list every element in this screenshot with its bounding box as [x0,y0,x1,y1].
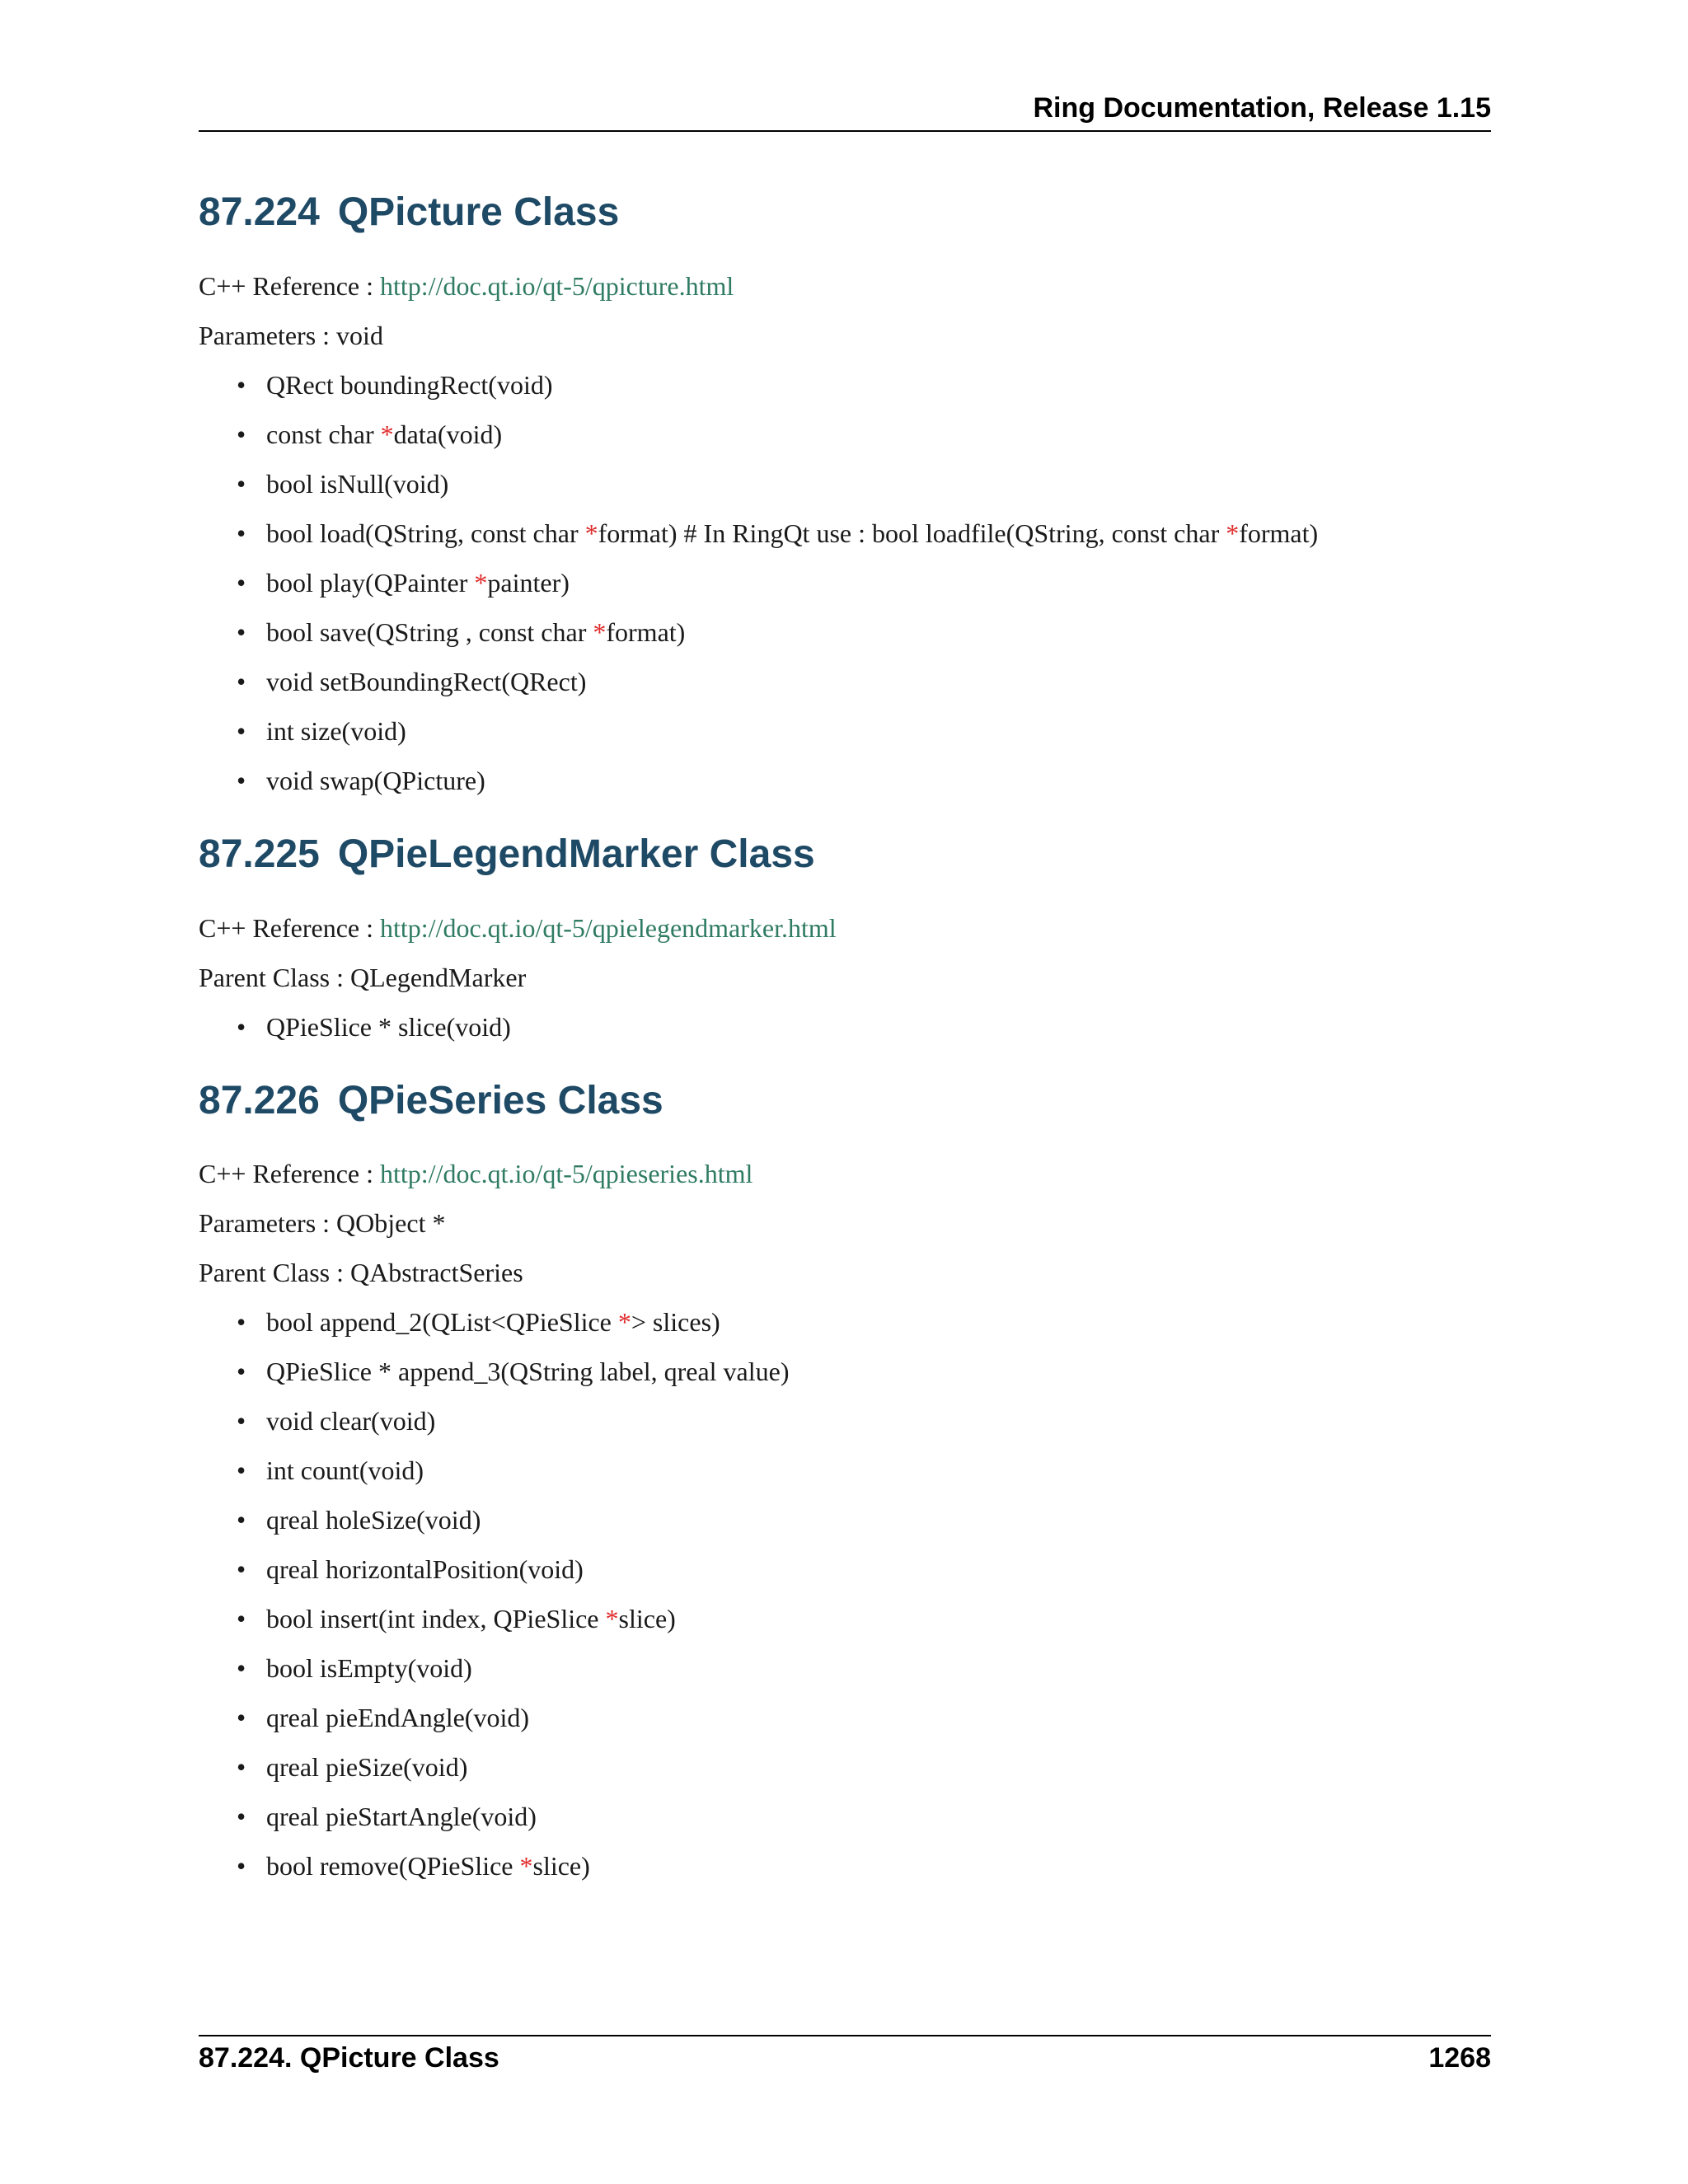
method-item [233,566,1491,599]
method-signature-text: void swap(QPicture) [266,765,485,795]
method-signature-text: > slices) [631,1307,720,1338]
section-title: QPicture Class [337,190,620,234]
method-item [233,1849,1491,1882]
method-item [233,467,1491,500]
bullet-icon: • [237,1307,246,1338]
bullet-icon: • [237,1752,246,1783]
method-signature-text: qreal pieSize(void) [266,1752,468,1783]
method-item [233,418,1491,451]
method-item [233,1602,1491,1635]
method-item [233,517,1491,550]
method-signature-text: const char [266,419,381,449]
cpp-reference-label: C++ Reference : [199,270,380,301]
method-list [199,1305,1491,1882]
pointer-asterisk: * [593,616,607,647]
parameters-line: Parameters : QObject * [199,1208,446,1239]
method-signature-text: format) [1239,518,1319,548]
method-signature-text: qreal holeSize(void) [266,1505,481,1535]
cpp-reference-line [199,269,1491,302]
method-item [233,1305,1491,1338]
method-item [233,1454,1491,1487]
method-item [233,1553,1491,1586]
bullet-icon: • [237,666,246,696]
page-number: 1268 [1428,2042,1491,2074]
pointer-asterisk: * [617,1307,631,1338]
method-list [199,368,1491,797]
cpp-reference-link[interactable]: http://doc.qt.io/qt-5/qpicture.html [380,270,734,301]
bullet-icon: • [237,1604,246,1634]
cpp-reference-link[interactable]: http://doc.qt.io/qt-5/qpielegendmarker.html [380,912,837,943]
section-heading [199,191,1491,235]
method-item [233,715,1491,748]
method-signature-text: qreal pieEndAngle(void) [266,1703,529,1733]
method-item [233,1503,1491,1536]
section-number: 87.225 [199,832,320,876]
method-list [199,1010,1491,1043]
section-title: QPieSeries Class [337,1078,663,1122]
cpp-reference-link[interactable]: http://doc.qt.io/qt-5/qpieseries.html [380,1159,753,1189]
bullet-icon: • [237,765,246,795]
class-section [199,833,1491,1043]
pointer-asterisk: * [474,567,488,598]
method-signature-text: format) [606,616,686,647]
cpp-reference-label: C++ Reference : [199,912,380,943]
method-signature-text: QPieSlice * slice(void) [266,1011,511,1042]
bullet-icon: • [237,715,246,746]
cpp-reference-line [199,912,1491,944]
method-signature-text: bool save(QString , const char [266,616,593,647]
method-item [233,1800,1491,1833]
method-item [233,616,1491,649]
parent-class-line: Parent Class : QLegendMarker [199,962,527,992]
bullet-icon: • [237,468,246,499]
method-signature-text: bool load(QString, const char [266,518,585,548]
method-signature-text: bool play(QPainter [266,567,475,598]
method-item [233,1652,1491,1685]
bullet-icon: • [237,1851,246,1882]
header-rule [199,130,1491,132]
bullet-icon: • [237,567,246,598]
class-section [199,191,1491,797]
page-content [199,191,1491,1919]
bullet-icon: • [237,419,246,449]
method-item [233,665,1491,698]
pointer-asterisk: * [584,518,598,548]
method-signature-text: int count(void) [266,1455,424,1486]
method-signature-text: format) # In RingQt use : bool loadfile(QString, const char [598,518,1226,548]
bullet-icon: • [237,1653,246,1684]
method-item [233,1750,1491,1783]
section-number: 87.224 [199,190,320,234]
method-signature-text: bool append_2(QList<QPieSlice [266,1307,618,1338]
method-signature-text: slice) [532,1851,590,1882]
method-item [233,368,1491,401]
section-number: 87.226 [199,1078,320,1122]
method-item [233,764,1491,797]
method-signature-text: slice) [618,1604,676,1634]
method-signature-text: data(void) [393,419,503,449]
method-signature-text: bool isNull(void) [266,468,449,499]
bullet-icon: • [237,1802,246,1832]
method-item [233,1010,1491,1043]
method-signature-text: bool remove(QPieSlice [266,1851,520,1882]
method-signature-text: int size(void) [266,715,406,746]
bullet-icon: • [237,369,246,400]
method-item [233,1701,1491,1734]
method-signature-text: void clear(void) [266,1406,436,1436]
bullet-icon: • [237,1505,246,1535]
section-heading [199,1080,1491,1123]
section-heading [199,833,1491,877]
pointer-asterisk: * [380,419,394,449]
method-signature-text: painter) [487,567,570,598]
method-signature-text: qreal horizontalPosition(void) [266,1554,584,1585]
bullet-icon: • [237,518,246,548]
cpp-reference-line [199,1157,1491,1190]
pointer-asterisk: * [605,1604,619,1634]
bullet-icon: • [237,1703,246,1733]
method-signature-text: qreal pieStartAngle(void) [266,1802,537,1832]
pointer-asterisk: * [1226,518,1240,548]
method-signature-text: QRect boundingRect(void) [266,369,553,400]
section-title: QPieLegendMarker Class [337,832,815,876]
running-header: Ring Documentation, Release 1.15 [1033,92,1491,124]
parameters-line: Parameters : void [199,320,383,350]
method-signature-text: bool isEmpty(void) [266,1653,472,1684]
bullet-icon: • [237,1406,246,1436]
pointer-asterisk: * [519,1851,533,1882]
method-signature-text: QPieSlice * append_3(QString label, qreal value) [266,1357,790,1387]
method-item [233,1355,1491,1388]
footer-section-title: 87.224. QPicture Class [199,2042,499,2074]
bullet-icon: • [237,616,246,647]
bullet-icon: • [237,1554,246,1585]
bullet-icon: • [237,1455,246,1486]
method-item [233,1404,1491,1437]
parent-class-line: Parent Class : QAbstractSeries [199,1258,523,1288]
cpp-reference-label: C++ Reference : [199,1159,380,1189]
method-signature-text: void setBoundingRect(QRect) [266,666,587,696]
footer-rule [199,2035,1491,2036]
bullet-icon: • [237,1011,246,1042]
bullet-icon: • [237,1357,246,1387]
method-signature-text: bool insert(int index, QPieSlice [266,1604,606,1634]
class-section [199,1080,1491,1883]
